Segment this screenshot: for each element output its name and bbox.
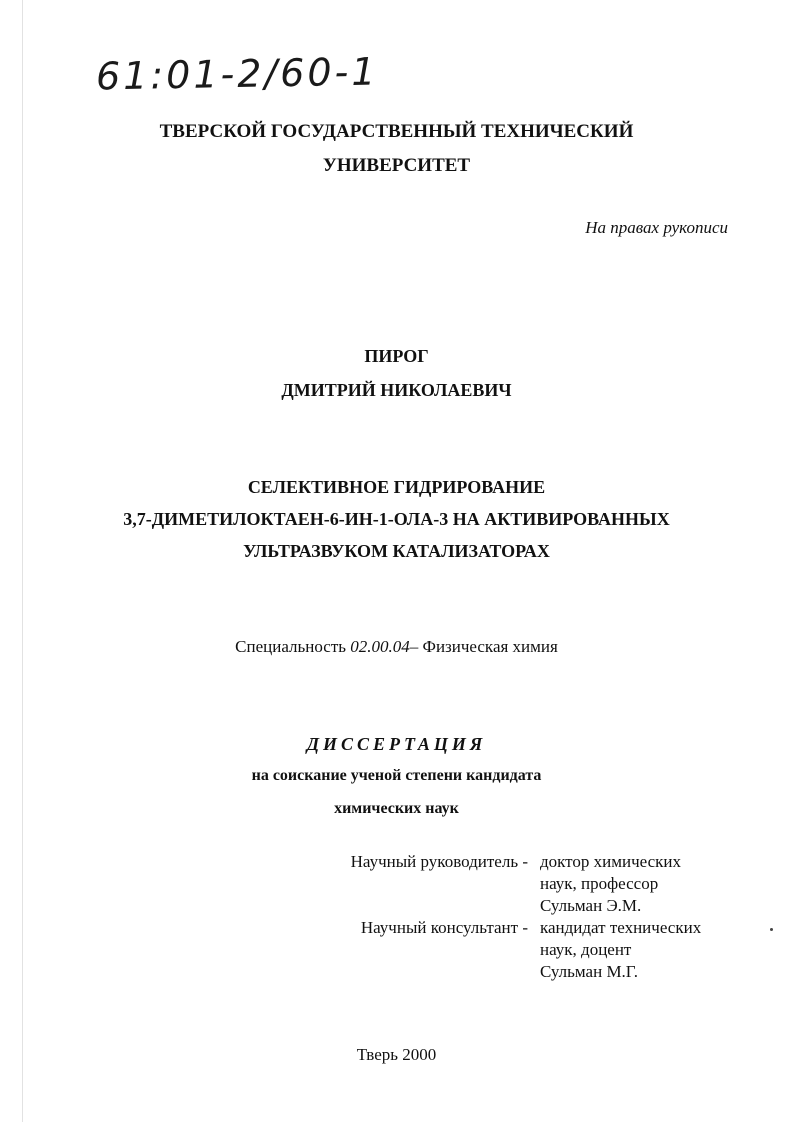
supervisor-detail-row: [300, 874, 740, 896]
thesis-title-line2: 3,7-ДИМЕТИЛОКТАЕН-6-ИН-1-ОЛА-3 НА АКТИВИРОВАННЫХ: [123, 509, 670, 529]
scan-speck: [770, 928, 773, 931]
thesis-title-line1: СЕЛЕКТИВНОЕ ГИДРИРОВАНИЕ: [247, 477, 546, 497]
consultant-detail-row: [300, 940, 740, 962]
consultant-role-row: [300, 918, 740, 940]
consultant-detail-row: [300, 962, 740, 984]
consultant-name: Сульман М.Г.: [540, 962, 638, 981]
supervisor-name: Сульман Э.М.: [540, 896, 642, 915]
specialty-name: – Физическая химия: [409, 637, 558, 656]
thesis-title-line3: УЛЬТРАЗВУКОМ КАТАЛИЗАТОРАХ: [243, 541, 550, 561]
supervisor-role-row: [300, 852, 740, 874]
specialty-code: 02.00.04: [350, 637, 410, 656]
manuscript-rights-note: На правах рукописи: [585, 218, 728, 237]
supervisor-detail-line: доктор химических: [540, 852, 682, 871]
supervisor-detail-row: [300, 896, 740, 918]
dissertation-heading: ДИССЕРТАЦИЯ: [306, 734, 487, 754]
consultant-detail-line: кандидат технических: [540, 918, 702, 937]
consultant-role-label: Научный консультант -: [360, 918, 528, 937]
specialty-label: Специальность: [235, 637, 351, 656]
consultant-detail-line: наук, доцент: [540, 940, 632, 959]
author-surname: ПИРОГ: [364, 346, 429, 366]
degree-line2: химических наук: [334, 800, 459, 817]
supervisors-block: [300, 852, 740, 984]
supervisor-role-label: Научный руководитель -: [350, 852, 528, 871]
specialty-line: [0, 637, 793, 657]
university-name-line1: ТВЕРСКОЙ ГОСУДАРСТВЕННЫЙ ТЕХНИЧЕСКИЙ: [159, 121, 634, 142]
handwritten-catalog-code: 61:01-2/60-1: [95, 49, 379, 99]
university-name-line2: УНИВЕРСИТЕТ: [322, 155, 471, 176]
supervisor-detail-line: наук, профессор: [540, 874, 659, 893]
author-given-names: ДМИТРИЙ НИКОЛАЕВИЧ: [281, 380, 512, 400]
city-year-footer: Тверь 2000: [356, 1045, 437, 1064]
degree-line1: на соискание ученой степени кандидата: [251, 767, 542, 784]
